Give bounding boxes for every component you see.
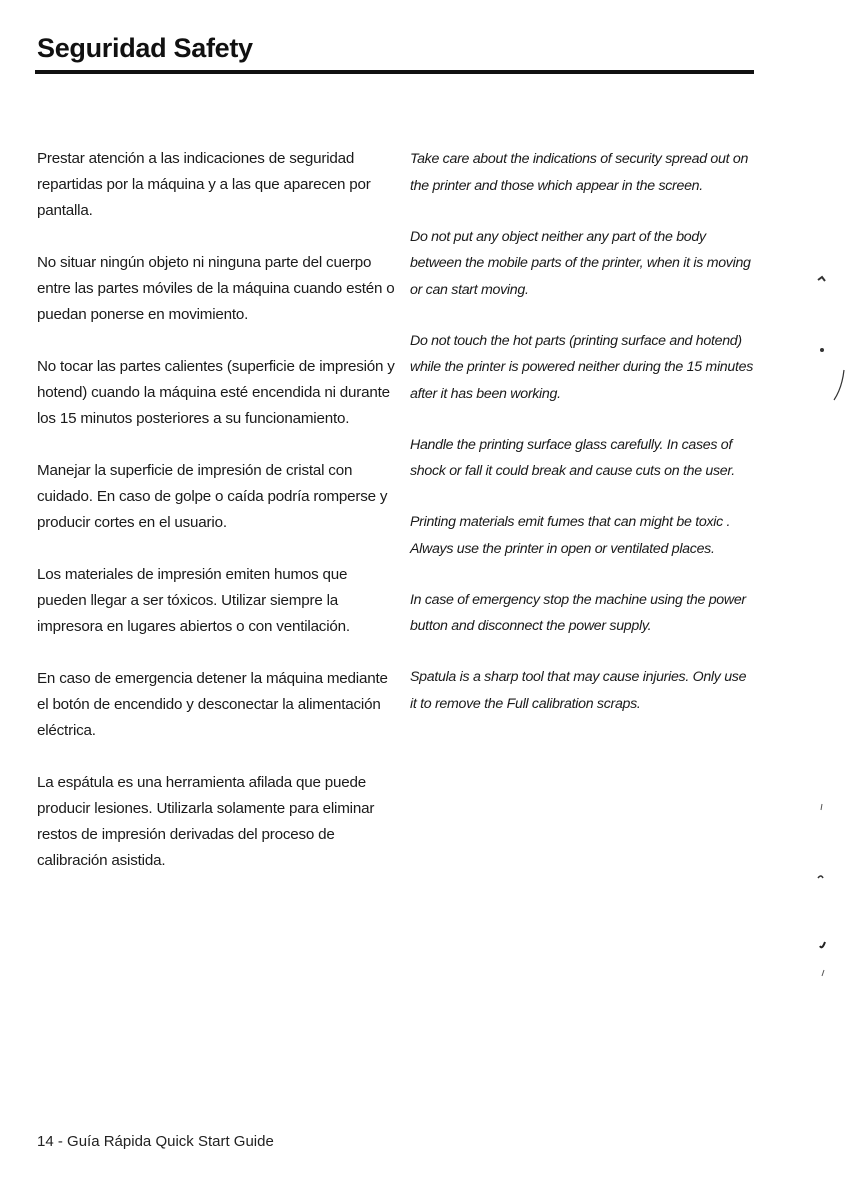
spanish-paragraph: Prestar atención a las indicaciones de seguridad repartidas por la máquina y a las que aparecen por pantalla. [37,150,371,219]
footer-separator: - [57,1133,63,1150]
english-paragraph: Take care about the indications of security spread out on the printer and those which appear in the screen. [410,151,749,194]
english-paragraph: Printing materials emit fumes that can might be toxic . Always use the printer in open or ventilated places. [410,514,731,557]
footer-guide-english: Quick Start Guide [155,1133,274,1150]
english-paragraph: Handle the printing surface glass carefully. In cases of shock or fall it could break and cause cuts on the user. [410,436,735,479]
spanish-column [37,146,397,900]
english-paragraph: Spatula is a sharp tool that may cause injuries. Only use it to remove the Full calibration scraps. [410,669,747,712]
page-footer [37,1133,274,1150]
english-paragraph: Do not touch the hot parts (printing surface and hotend) while the printer is powered neither during the 15 minutes after it has been working. [410,332,754,402]
footer-guide-spanish: Guía Rápida [67,1133,152,1150]
english-column [410,146,755,742]
spanish-paragraph: Los materiales de impresión emiten humos que pueden llegar a ser tóxicos. Utilizar siempre la impresora en lugares abiertos o con ventilación. [37,566,350,635]
page-number: 14 [37,1133,54,1150]
title-underline-divider [35,70,754,74]
english-paragraph: Do not put any object neither any part of the body between the mobile parts of the printer, when it is moving or can start moving. [410,228,751,298]
spanish-paragraph: En caso de emergencia detener la máquina mediante el botón de encendido y desconectar la alimentación eléctrica. [37,670,388,739]
spanish-paragraph: No tocar las partes calientes (superficie de impresión y hotend) cuando la máquina esté encendida ni durante los 15 minutos posteriores a su funcionamiento. [37,358,395,427]
spanish-paragraph: La espátula es una herramienta afilada que puede producir lesiones. Utilizarla solamente para eliminar restos de impresión derivadas del proceso de calibración asistida. [37,774,375,869]
spanish-paragraph: Manejar la superficie de impresión de cristal con cuidado. En caso de golpe o caída podría romperse y producir cortes en el usuario. [37,462,388,531]
spanish-paragraph: No situar ningún objeto ni ninguna parte del cuerpo entre las partes móviles de la máquina cuando estén o puedan ponerse en movimiento. [37,254,395,323]
scan-artifact-marks [800,240,846,1140]
page-title: Seguridad Safety [37,33,253,63]
english-paragraph: In case of emergency stop the machine using the power button and disconnect the power supply. [410,591,746,634]
